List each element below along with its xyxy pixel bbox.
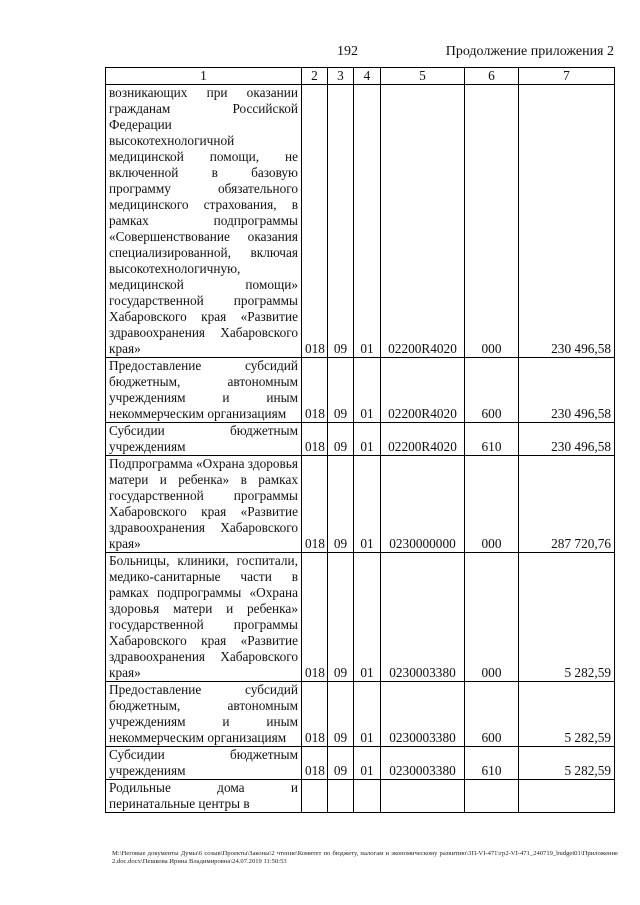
column-header: 2 <box>302 68 328 85</box>
expense-type-code: 000 <box>465 456 519 553</box>
section-code: 09 <box>328 456 354 553</box>
subsection-code: 01 <box>354 682 381 747</box>
target-item-code: 0230000000 <box>381 456 465 553</box>
budget-table <box>105 67 615 813</box>
subsection-code: 01 <box>354 85 381 358</box>
section-code: 09 <box>328 85 354 358</box>
column-header: 1 <box>106 68 302 85</box>
target-item-code: 0230003380 <box>381 682 465 747</box>
table-row <box>106 456 615 553</box>
item-name: Субсидии бюджетным учреждениям <box>106 747 302 780</box>
grbs-code: 018 <box>302 423 328 456</box>
target-item-code: 02200R4020 <box>381 423 465 456</box>
table-row <box>106 85 615 358</box>
item-name: Родильные дома и перинатальные центры в <box>106 780 302 813</box>
expense-type-code: 000 <box>465 553 519 682</box>
grbs-code <box>302 780 328 813</box>
section-code <box>328 780 354 813</box>
column-header: 3 <box>328 68 354 85</box>
subsection-code: 01 <box>354 423 381 456</box>
item-name: Предоставление субсидий бюджетным, автономным учреждениям и иным некоммерческим организациям <box>106 682 302 747</box>
table-row <box>106 553 615 682</box>
target-item-code: 02200R4020 <box>381 358 465 423</box>
amount: 230 496,58 <box>519 358 615 423</box>
expense-type-code: 610 <box>465 423 519 456</box>
subsection-code: 01 <box>354 358 381 423</box>
item-name: Субсидии бюджетным учреждениям <box>106 423 302 456</box>
subsection-code <box>354 780 381 813</box>
subsection-code: 01 <box>354 456 381 553</box>
grbs-code: 018 <box>302 456 328 553</box>
amount: 5 282,59 <box>519 553 615 682</box>
amount: 5 282,59 <box>519 682 615 747</box>
column-header: 6 <box>465 68 519 85</box>
column-numbers-row <box>106 68 615 85</box>
continuation-label: Продолжение приложения 2 <box>445 44 614 59</box>
amount: 230 496,58 <box>519 85 615 358</box>
amount: 230 496,58 <box>519 423 615 456</box>
grbs-code: 018 <box>302 553 328 682</box>
file-path-footer: M:\Неговые документы Думы\6 созыв\Проекты\Законы\2 чтение\Комитет по бюджету, налогам и экономическому развитию\3П-VI-471\гр2-VI-471_240719_budget01\Приложение 2.doc.docx\Пешкова Ирина Владимировна\24.07.2019 11:50:53 <box>112 850 618 865</box>
section-code: 09 <box>328 747 354 780</box>
table-row <box>106 747 615 780</box>
grbs-code: 018 <box>302 85 328 358</box>
item-name: Предоставление субсидий бюджетным, автономным учреждениям и иным некоммерческим организациям <box>106 358 302 423</box>
item-name: Подпрограмма «Охрана здоровья матери и ребенка» в рамках государственной программы Хабаровского края «Развитие здравоохранения Хабаровского края» <box>106 456 302 553</box>
target-item-code: 02200R4020 <box>381 85 465 358</box>
section-code: 09 <box>328 423 354 456</box>
table-row <box>106 682 615 747</box>
amount <box>519 780 615 813</box>
expense-type-code: 600 <box>465 358 519 423</box>
section-code: 09 <box>328 553 354 682</box>
amount: 5 282,59 <box>519 747 615 780</box>
column-header: 4 <box>354 68 381 85</box>
item-name: возникающих при оказании гражданам Российской Федерации высокотехнологичной медицинской помощи, не включенной в базовую программу обязательного медицинского страхования, в рамках подпрограммы «Совершенствование оказания специализированной, включая высокотехнологичную, медицинской помощи» государственной программы Хабаровского края «Развитие здравоохранения Хабаровского края» <box>106 85 302 358</box>
expense-type-code: 600 <box>465 682 519 747</box>
expense-type-code <box>465 780 519 813</box>
target-item-code: 0230003380 <box>381 553 465 682</box>
subsection-code: 01 <box>354 747 381 780</box>
expense-type-code: 000 <box>465 85 519 358</box>
section-code: 09 <box>328 358 354 423</box>
column-header: 5 <box>381 68 465 85</box>
grbs-code: 018 <box>302 747 328 780</box>
table-row <box>106 780 615 813</box>
table-row <box>106 423 615 456</box>
expense-type-code: 610 <box>465 747 519 780</box>
amount: 287 720,76 <box>519 456 615 553</box>
table-row <box>106 358 615 423</box>
grbs-code: 018 <box>302 358 328 423</box>
section-code: 09 <box>328 682 354 747</box>
column-header: 7 <box>519 68 615 85</box>
page-number: 192 <box>337 44 358 59</box>
target-item-code: 0230003380 <box>381 747 465 780</box>
item-name: Больницы, клиники, госпитали, медико-санитарные части в рамках подпрограммы «Охрана здоровья матери и ребенка» государственной программы Хабаровского края «Развитие здравоохранения Хабаровского края» <box>106 553 302 682</box>
grbs-code: 018 <box>302 682 328 747</box>
target-item-code <box>381 780 465 813</box>
subsection-code: 01 <box>354 553 381 682</box>
